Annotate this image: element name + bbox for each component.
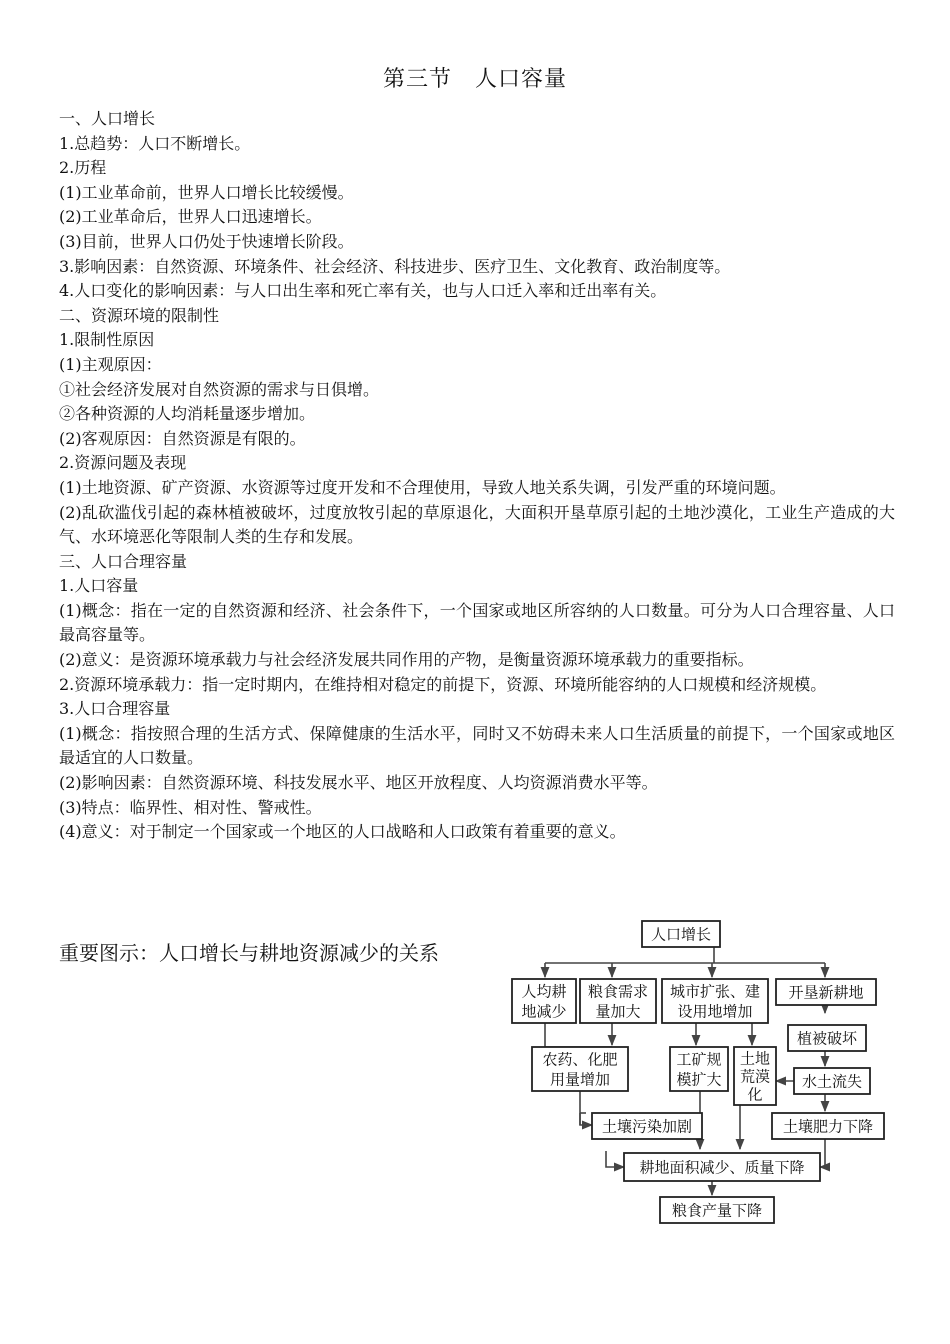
- node-label: 水土流失: [801, 1072, 863, 1091]
- text-line: (1)概念：指在一定的自然资源和经济、社会条件下，一个国家或地区所容纳的人口数量。可分为人口合理容量、人口最高容量等。: [59, 600, 895, 645]
- node-reclaim-land: [776, 979, 876, 1005]
- node-label: 土地: [739, 1049, 771, 1068]
- node-desertification: [734, 1047, 776, 1105]
- node-label: 土壤污染加剧: [601, 1117, 693, 1136]
- node-pesticide: [532, 1047, 628, 1091]
- text-line: (2)客观原因：自然资源是有限的。: [59, 428, 306, 448]
- text-line: ①社会经济发展对自然资源的需求与日俱增。: [59, 379, 380, 399]
- text-line: 二、资源环境的限制性: [59, 305, 220, 325]
- text-line: (1)主观原因：: [59, 354, 162, 374]
- node-label: 化: [747, 1085, 763, 1104]
- node-per-capita-land: [512, 979, 576, 1023]
- node-label: 用量增加: [549, 1070, 611, 1089]
- node-farmland-decrease: [624, 1153, 820, 1181]
- node-label: 荒漠: [739, 1067, 771, 1086]
- node-label: 工矿规: [676, 1050, 722, 1069]
- text-line: 2.资源环境承载力：指一定时期内，在维持相对稳定的前提下，资源、环境所能容纳的人口规模和经济规模。: [59, 674, 827, 694]
- node-label: 植被破坏: [796, 1029, 858, 1048]
- node-label: 粮食产量下降: [671, 1201, 763, 1220]
- node-label: 粮食需求: [587, 982, 649, 1001]
- node-label: 耕地面积减少、质量下降: [639, 1158, 805, 1177]
- text-line: 3.影响因素：自然资源、环境条件、社会经济、科技进步、医疗卫生、文化教育、政治制度等。: [59, 256, 731, 276]
- node-label: 农药、化肥: [542, 1050, 618, 1069]
- node-root: [642, 921, 720, 947]
- body-text: [59, 107, 895, 845]
- node-soil-pollution: [592, 1113, 702, 1139]
- node-label: 开垦新耕地: [788, 983, 864, 1002]
- text-line: (1)工业革命前，世界人口增长比较缓慢。: [59, 182, 354, 202]
- node-grain-demand: [580, 979, 656, 1023]
- node-label: 人均耕: [521, 982, 567, 1001]
- text-line: (2)工业革命后，世界人口迅速增长。: [59, 207, 322, 227]
- text-line: (2)影响因素：自然资源环境、科技发展水平、地区开放程度、人均资源消费水平等。: [59, 773, 658, 793]
- node-mining-expansion: [670, 1047, 728, 1091]
- text-line: 4.人口变化的影响因素：与人口出生率和死亡率有关，也与人口迁入率和迁出率有关。: [59, 281, 667, 301]
- node-label: 模扩大: [676, 1070, 722, 1089]
- text-line: 2.历程: [59, 158, 107, 178]
- node-label: 土壤肥力下降: [782, 1117, 874, 1136]
- node-label: 地减少: [521, 1002, 567, 1021]
- flow-diagram: [500, 917, 900, 1237]
- page-title: 第三节 人口容量: [382, 67, 567, 92]
- node-urban-expansion: [662, 979, 768, 1023]
- node-label: 设用地增加: [677, 1002, 753, 1021]
- text-line: 一、人口增长: [59, 109, 156, 128]
- text-line: 1.人口容量: [59, 576, 139, 596]
- node-grain-output: [660, 1197, 774, 1223]
- node-soil-erosion: [794, 1068, 870, 1094]
- node-root-label: 人口增长: [650, 925, 712, 944]
- node-label: 量加大: [595, 1002, 641, 1021]
- node-soil-fertility: [772, 1113, 884, 1139]
- text-line: (4)意义：对于制定一个国家或一个地区的人口战略和人口政策有着重要的意义。: [59, 822, 626, 842]
- text-line: (1)概念：指按照合理的生活方式、保障健康的生活水平，同时又不妨碍未来人口生活质量的前提下，一个国家或地区最适宜的人口数量。: [59, 723, 895, 768]
- text-line: (3)目前，世界人口仍处于快速增长阶段。: [59, 231, 354, 251]
- text-line: 1.限制性原因: [59, 330, 155, 350]
- figure-caption: 重要图示：人口增长与耕地资源减少的关系: [59, 941, 439, 965]
- node-label: 城市扩张、建: [669, 982, 761, 1001]
- text-line: 1.总趋势：人口不断增长。: [59, 133, 251, 153]
- text-line: (2)乱砍滥伐引起的森林植被破坏，过度放牧引起的草原退化，大面积开垦草原引起的土地沙漠化，工业生产造成的大气、水环境恶化等限制人类的生存和发展。: [59, 502, 895, 547]
- text-line: 三、人口合理容量: [59, 551, 188, 571]
- text-line: (1)土地资源、矿产资源、水资源等过度开发和不合理使用，导致人地关系失调，引发严重的环境问题。: [59, 477, 786, 497]
- node-vegetation-damage: [788, 1025, 866, 1051]
- text-line: (3)特点：临界性、相对性、警戒性。: [59, 797, 322, 817]
- text-line: 2.资源问题及表现: [59, 453, 187, 473]
- text-line: 3.人口合理容量: [59, 699, 171, 719]
- text-line: ②各种资源的人均消耗量逐步增加。: [59, 404, 316, 424]
- text-line: (2)意义：是资源环境承载力与社会经济发展共同作用的产物，是衡量资源环境承载力的重要指标。: [59, 650, 754, 670]
